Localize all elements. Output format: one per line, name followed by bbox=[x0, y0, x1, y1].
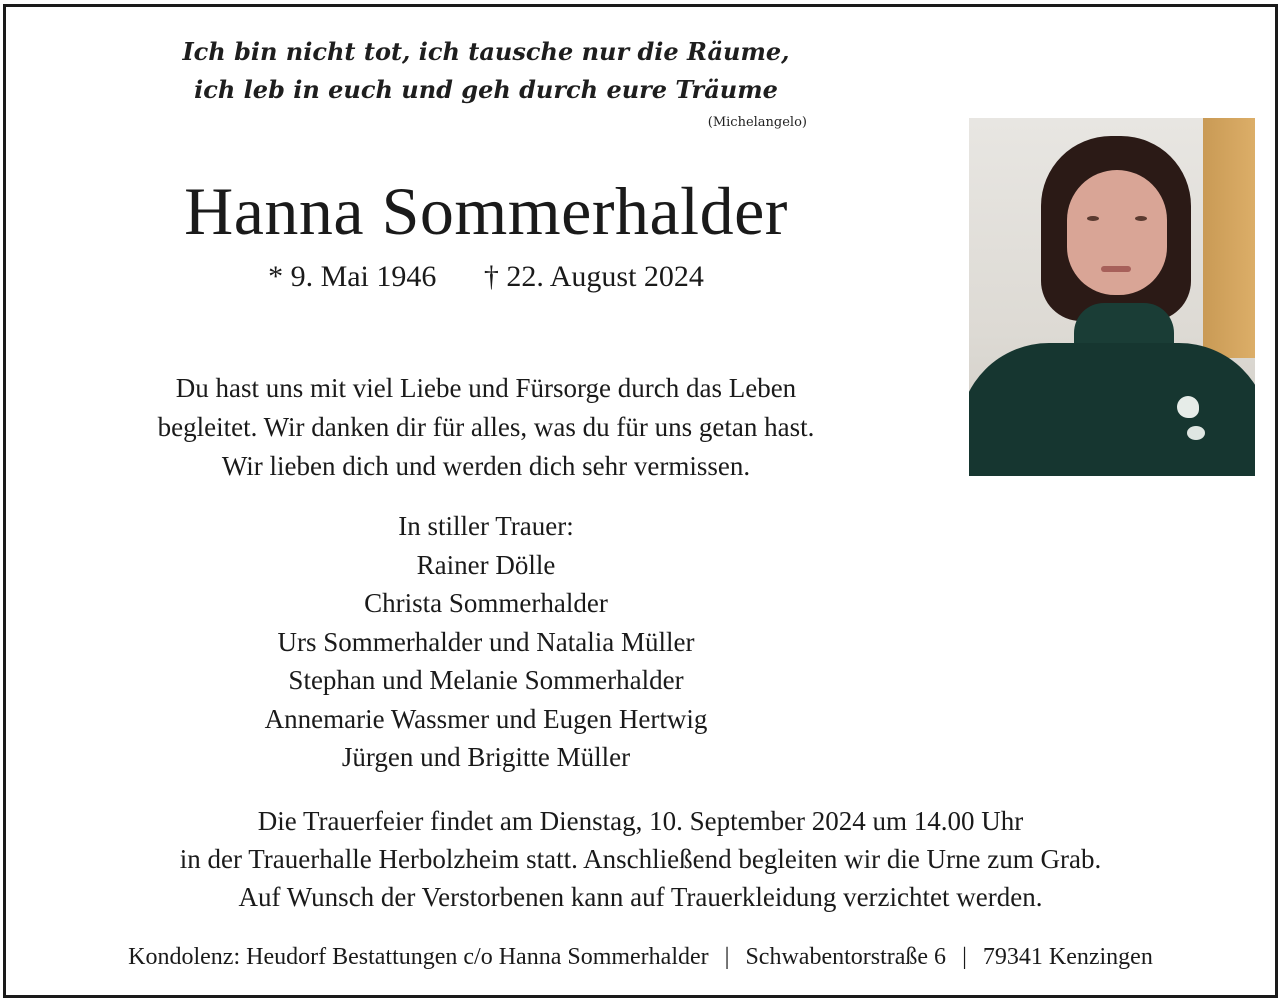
epitaph-quote bbox=[126, 33, 846, 109]
condolence-address: Kondolenz: Heudorf Bestattungen c/o Hanna Sommerhalder bbox=[128, 944, 709, 970]
photo-brooch-detail bbox=[1187, 426, 1205, 440]
photo-mouth bbox=[1101, 266, 1131, 272]
street-address: Schwabentorstraße 6 bbox=[745, 944, 947, 970]
service-line-1: Die Trauerfeier findet am Dienstag, 10. September 2024 um 14.00 Uhr bbox=[257, 806, 1024, 836]
photo-brooch bbox=[1177, 396, 1199, 418]
photo-eye-left bbox=[1087, 216, 1099, 221]
quote-line-2: ich leb in euch und geh durch eure Träume bbox=[194, 75, 778, 104]
obituary-notice bbox=[3, 4, 1278, 998]
portrait-photo bbox=[969, 118, 1255, 476]
mourner-name: Urs Sommerhalder und Natalia Müller bbox=[277, 626, 695, 657]
birth-date: * 9. Mai 1946 bbox=[268, 260, 437, 293]
photo-face bbox=[1067, 170, 1167, 295]
mourner-name: Christa Sommerhalder bbox=[364, 588, 608, 618]
footer-separator: | bbox=[962, 944, 967, 970]
funeral-service-info bbox=[6, 802, 1275, 916]
photo-eye-right bbox=[1135, 216, 1147, 221]
mourner-name: Rainer Dölle bbox=[416, 549, 556, 580]
message-line-3: Wir lieben dich und werden dich sehr vermissen. bbox=[221, 451, 751, 481]
farewell-message bbox=[46, 369, 926, 486]
footer-separator: | bbox=[724, 944, 730, 970]
city-address: 79341 Kenzingen bbox=[982, 944, 1153, 970]
message-line-1: Du hast uns mit viel Liebe und Fürsorge durch das Leben bbox=[175, 373, 797, 403]
service-line-3: Auf Wunsch der Verstorbenen kann auf Trauerkleidung verzichtet werden. bbox=[238, 882, 1043, 912]
mourner-name: Annemarie Wassmer und Eugen Hertwig bbox=[264, 703, 708, 734]
mourners-list bbox=[86, 507, 886, 777]
quote-line-1: Ich bin nicht tot, ich tausche nur die Räume, bbox=[182, 37, 790, 66]
condolence-footer bbox=[6, 942, 1275, 972]
mourners-heading: In stiller Trauer: bbox=[398, 511, 574, 541]
quote-author: (Michelangelo) bbox=[707, 115, 807, 130]
photo-background-door bbox=[1203, 118, 1255, 358]
mourner-name: Stephan und Melanie Sommerhalder bbox=[288, 665, 684, 695]
service-line-2: in der Trauerhalle Herbolzheim statt. Anschließend begleiten wir die Urne zum Grab. bbox=[179, 844, 1102, 874]
photo-sweater bbox=[969, 343, 1255, 476]
mourner-name: Jürgen und Brigitte Müller bbox=[341, 742, 631, 772]
message-line-2: begleitet. Wir danken dir für alles, was du für uns getan hast. bbox=[157, 412, 815, 442]
death-date: † 22. August 2024 bbox=[483, 260, 704, 293]
deceased-name: Hanna Sommerhalder bbox=[184, 173, 788, 249]
life-dates bbox=[66, 257, 906, 297]
